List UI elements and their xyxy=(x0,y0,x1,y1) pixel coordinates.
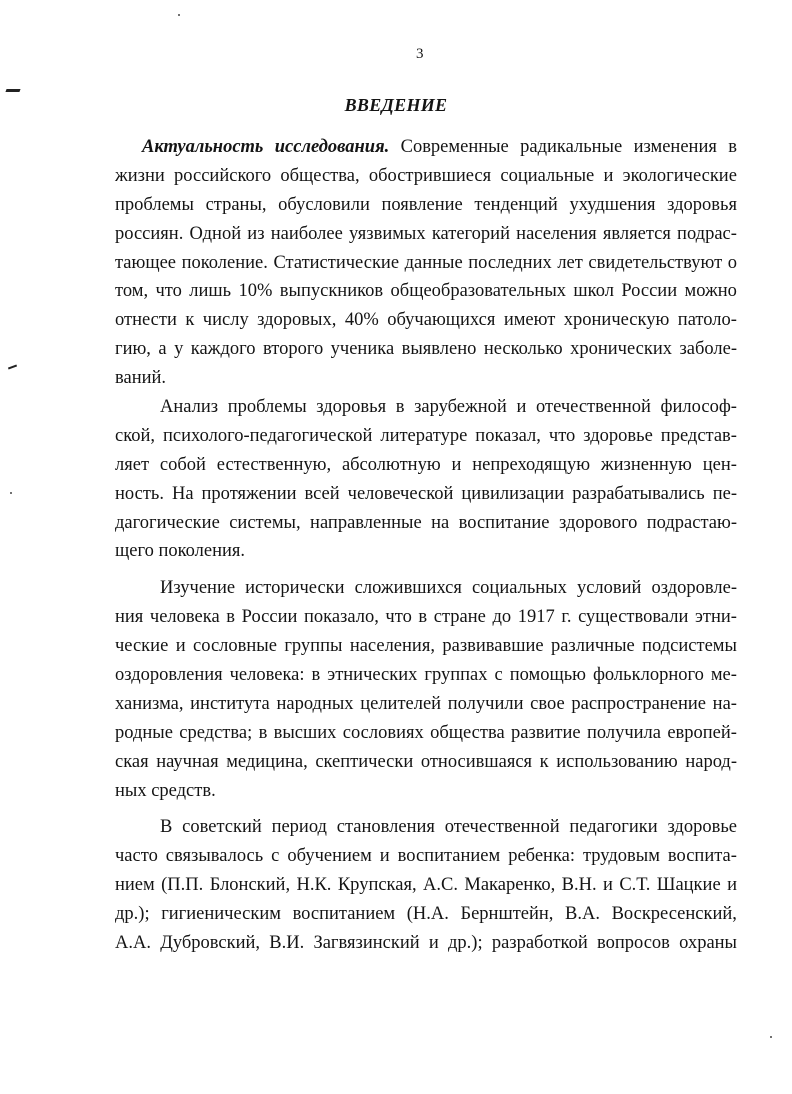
word: отечественной xyxy=(536,397,651,418)
word: Макаренко, xyxy=(464,875,556,896)
word: пе- xyxy=(712,483,737,504)
word: что xyxy=(548,425,576,446)
word: общества xyxy=(430,722,505,743)
word: Загвязинский xyxy=(313,933,420,954)
word: оздоровле- xyxy=(651,578,737,599)
word: социальных xyxy=(471,578,567,599)
word: естественную, xyxy=(216,454,332,475)
word: получили xyxy=(447,693,524,714)
word: гигиеническим xyxy=(161,904,281,925)
word: сословные xyxy=(193,636,277,657)
word: нием xyxy=(115,875,155,896)
word: Н.К. xyxy=(296,875,332,896)
word: в xyxy=(728,137,737,157)
word: что xyxy=(385,607,412,628)
word: человека xyxy=(149,607,220,628)
word: и xyxy=(603,165,614,186)
word: подсистемы xyxy=(642,636,737,657)
word: ческие xyxy=(115,636,169,657)
word: группах xyxy=(424,665,488,686)
word: педагогики xyxy=(569,817,658,838)
word: на xyxy=(431,512,450,533)
word: и xyxy=(175,636,186,657)
text-line xyxy=(115,220,737,249)
word: уязвимых xyxy=(348,223,426,244)
word: вопросов xyxy=(597,933,670,954)
word: отнести xyxy=(115,310,177,331)
text-line xyxy=(115,306,737,335)
body-text xyxy=(115,133,737,958)
text-line: ваний. xyxy=(115,368,167,389)
word: ской, xyxy=(115,425,156,446)
word: о xyxy=(727,252,737,273)
lead-phrase-word: исследования. xyxy=(274,137,390,157)
word: цивилизации xyxy=(461,483,565,504)
word: здоровье xyxy=(583,425,653,446)
word: на- xyxy=(712,693,737,714)
word: всей xyxy=(304,483,340,504)
word: условий xyxy=(576,578,642,599)
page-number: 3 xyxy=(416,46,424,62)
word: показал, xyxy=(475,425,541,446)
word: 1917 xyxy=(517,607,555,628)
word: России xyxy=(621,281,678,302)
word: высших xyxy=(273,722,337,743)
word: выявлено xyxy=(401,339,477,360)
section-heading: ВВЕДЕНИЕ xyxy=(344,95,448,115)
word: здоровья xyxy=(316,397,387,418)
word: др.); xyxy=(448,933,483,954)
word: дагогические xyxy=(115,512,220,533)
text-line xyxy=(115,162,737,191)
word: с xyxy=(494,665,503,686)
word: (Н.А. xyxy=(406,904,449,925)
word: народных xyxy=(276,693,354,714)
word: европей- xyxy=(667,722,737,743)
word: россиян. xyxy=(115,223,184,244)
word: С.Т. xyxy=(619,875,651,896)
word: относившаяся xyxy=(420,751,533,772)
text-line xyxy=(115,393,737,422)
word: ребенка: xyxy=(508,846,576,867)
word: каждого xyxy=(190,339,256,360)
word: направленные xyxy=(310,512,422,533)
word: Статистические xyxy=(273,252,400,273)
word: воспитание xyxy=(458,512,550,533)
word: ность. xyxy=(115,483,164,504)
word: Одной xyxy=(189,223,242,244)
text-line xyxy=(115,335,737,364)
margin-mark-middle xyxy=(8,365,17,370)
word: разработкой xyxy=(491,933,588,954)
word: помощью xyxy=(509,665,586,686)
word: в xyxy=(418,607,428,628)
word: населения xyxy=(516,223,597,244)
text-line: ных средств. xyxy=(115,780,216,801)
word: разрабатывались xyxy=(572,483,705,504)
word: отечественной xyxy=(444,817,560,838)
word: Анализ xyxy=(160,397,219,418)
word: обострившиеся xyxy=(368,165,492,186)
word: школ xyxy=(573,281,614,302)
text-line xyxy=(115,603,737,632)
word: второго xyxy=(262,339,324,360)
text-line xyxy=(115,661,737,690)
word: протяжении xyxy=(201,483,297,504)
word: патоло- xyxy=(677,310,737,331)
word: системы, xyxy=(229,512,301,533)
word: ученика xyxy=(330,339,395,360)
word: трудовым xyxy=(582,846,660,867)
word: Дубровский, xyxy=(160,933,261,954)
word: в xyxy=(311,665,321,686)
word: ская xyxy=(115,751,149,772)
word: здоровья xyxy=(667,194,737,215)
word: этни- xyxy=(694,607,737,628)
word: показало, xyxy=(303,607,379,628)
word: у xyxy=(174,339,184,360)
word: обучением xyxy=(287,846,372,867)
word: до xyxy=(492,607,512,628)
word: философ- xyxy=(660,397,737,418)
text-line xyxy=(115,249,737,278)
word: советский xyxy=(182,817,262,838)
word: воспита- xyxy=(667,846,737,867)
word: охраны xyxy=(679,933,737,954)
word: Блонский, xyxy=(209,875,291,896)
word: Современные xyxy=(400,137,509,157)
word: 10% xyxy=(238,281,273,302)
word: распространение xyxy=(571,693,706,714)
word: становления xyxy=(336,817,435,838)
scan-dot xyxy=(10,492,12,494)
word: к xyxy=(539,751,549,772)
text-line xyxy=(115,574,737,603)
word: А.А. xyxy=(115,933,151,954)
word: стране xyxy=(433,607,486,628)
word: подрастаю- xyxy=(646,512,737,533)
word: В.Н. xyxy=(561,875,597,896)
word: психолого-педагогической xyxy=(163,425,373,446)
text-line xyxy=(115,719,737,748)
word: целителей xyxy=(360,693,442,714)
word: свое xyxy=(530,693,565,714)
word: заболе- xyxy=(679,339,737,360)
word: здоровых, xyxy=(257,310,337,331)
word: здорового xyxy=(558,512,638,533)
word: несколько xyxy=(483,339,563,360)
word: сложившихся xyxy=(354,578,462,599)
word: является xyxy=(602,223,671,244)
word: А.С. xyxy=(423,875,458,896)
text-line xyxy=(115,133,737,162)
word: Крупская, xyxy=(337,875,417,896)
text-line xyxy=(115,748,737,777)
word: имеют xyxy=(503,310,556,331)
word: жизненную xyxy=(600,454,692,475)
word: хронических xyxy=(570,339,672,360)
word: и xyxy=(603,875,613,896)
word: человеческой xyxy=(347,483,454,504)
word: период xyxy=(271,817,327,838)
word: и xyxy=(451,454,462,475)
word: и xyxy=(379,846,390,867)
text-line xyxy=(115,632,737,661)
word: лет xyxy=(557,252,583,273)
word: исторически xyxy=(245,578,345,599)
word: воспитанием xyxy=(292,904,396,925)
paragraph xyxy=(115,813,737,957)
word: страны, xyxy=(205,194,267,215)
word: свидетельствуют xyxy=(588,252,723,273)
text-line xyxy=(115,690,737,719)
word: из xyxy=(247,223,265,244)
word: гию, xyxy=(115,339,151,360)
word: можно xyxy=(684,281,737,302)
word: и xyxy=(727,875,737,896)
word: общеобразовательных xyxy=(390,281,567,302)
paragraph xyxy=(115,133,737,393)
word: Изучение xyxy=(160,578,236,599)
word: том, xyxy=(115,281,149,302)
word: экологические xyxy=(622,165,737,186)
word: тающее xyxy=(115,252,177,273)
word: человека: xyxy=(229,665,305,686)
text-line xyxy=(115,900,737,929)
word: ухудшения xyxy=(569,194,656,215)
word: часто xyxy=(115,846,158,867)
word: а xyxy=(158,339,167,360)
word: представ- xyxy=(660,425,737,446)
word: подрас- xyxy=(677,223,737,244)
text-line xyxy=(115,277,737,306)
word: российского xyxy=(174,165,272,186)
word: (П.П. xyxy=(161,875,204,896)
word: здоровье xyxy=(667,817,737,838)
text-line xyxy=(115,191,737,220)
word: средства; xyxy=(179,722,253,743)
word: к xyxy=(185,310,195,331)
word: обусловили xyxy=(278,194,370,215)
word: радикальные xyxy=(520,137,623,157)
text-line xyxy=(115,929,737,958)
word: населения, xyxy=(349,636,435,657)
word: 40% xyxy=(344,310,379,331)
word: цен- xyxy=(702,454,737,475)
word: появление xyxy=(381,194,463,215)
word: сословиях xyxy=(342,722,424,743)
word: различные xyxy=(550,636,635,657)
word: и xyxy=(516,397,527,418)
word: с xyxy=(271,846,280,867)
text-line xyxy=(115,871,737,900)
word: группы xyxy=(284,636,343,657)
word: института xyxy=(190,693,270,714)
word: этнических xyxy=(327,665,418,686)
word: изменения xyxy=(633,137,717,157)
text-line xyxy=(115,813,737,842)
word: существовали xyxy=(578,607,689,628)
word: социальные xyxy=(500,165,595,186)
word: что xyxy=(155,281,182,302)
word: выпускников xyxy=(279,281,384,302)
word: развитие xyxy=(511,722,581,743)
text-line xyxy=(115,480,737,509)
word: проблемы xyxy=(227,397,307,418)
word: г. xyxy=(561,607,572,628)
paragraph xyxy=(115,393,737,566)
word: числу xyxy=(202,310,249,331)
word: В.А. xyxy=(565,904,600,925)
text-line xyxy=(115,451,737,480)
word: ния xyxy=(115,607,144,628)
word: родные xyxy=(115,722,173,743)
word: ханизма, xyxy=(115,693,184,714)
word: литературе xyxy=(380,425,468,446)
word: На xyxy=(171,483,194,504)
word: хроническую xyxy=(563,310,670,331)
word: лишь xyxy=(189,281,232,302)
lead-phrase-word: Актуальность xyxy=(142,137,264,157)
word: последних xyxy=(468,252,552,273)
word: др.); xyxy=(115,904,150,925)
word: собой xyxy=(159,454,206,475)
scan-dot xyxy=(770,1036,772,1038)
word: скептически xyxy=(315,751,414,772)
word: обучающихся xyxy=(387,310,496,331)
word: и xyxy=(428,933,439,954)
word: проблемы xyxy=(115,194,194,215)
scan-dot xyxy=(178,14,180,16)
word: ляет xyxy=(115,454,150,475)
word: абсолютную xyxy=(341,454,441,475)
word: получила xyxy=(586,722,661,743)
word: использованию xyxy=(556,751,678,772)
word: народ- xyxy=(685,751,737,772)
word: наиболее xyxy=(270,223,343,244)
paragraph xyxy=(115,574,737,805)
word: непреходящую xyxy=(472,454,591,475)
word: воспитанием xyxy=(397,846,501,867)
word: развивавшие xyxy=(442,636,544,657)
word: в xyxy=(258,722,268,743)
word: Воскресенский, xyxy=(611,904,737,925)
word: категорий xyxy=(431,223,510,244)
word: ме- xyxy=(710,665,737,686)
word: медицина, xyxy=(226,751,308,772)
text-line xyxy=(115,509,737,538)
word: общества, xyxy=(280,165,360,186)
word: связывалось xyxy=(165,846,264,867)
word: научная xyxy=(156,751,219,772)
text-line xyxy=(115,842,737,871)
word: в xyxy=(395,397,405,418)
word: тенденций xyxy=(474,194,558,215)
word: данные xyxy=(404,252,463,273)
word: зарубежной xyxy=(414,397,507,418)
word: России xyxy=(241,607,298,628)
word: в xyxy=(226,607,236,628)
word: Бернштейн, xyxy=(460,904,554,925)
word: Шацкие xyxy=(656,875,721,896)
word: В.И. xyxy=(269,933,305,954)
word: жизни xyxy=(115,165,165,186)
word: В xyxy=(160,817,173,838)
text-line: щего поколения. xyxy=(115,541,246,562)
text-line xyxy=(115,422,737,451)
word: фольклорного xyxy=(592,665,704,686)
word: оздоровления xyxy=(115,665,223,686)
word: поколение. xyxy=(181,252,268,273)
